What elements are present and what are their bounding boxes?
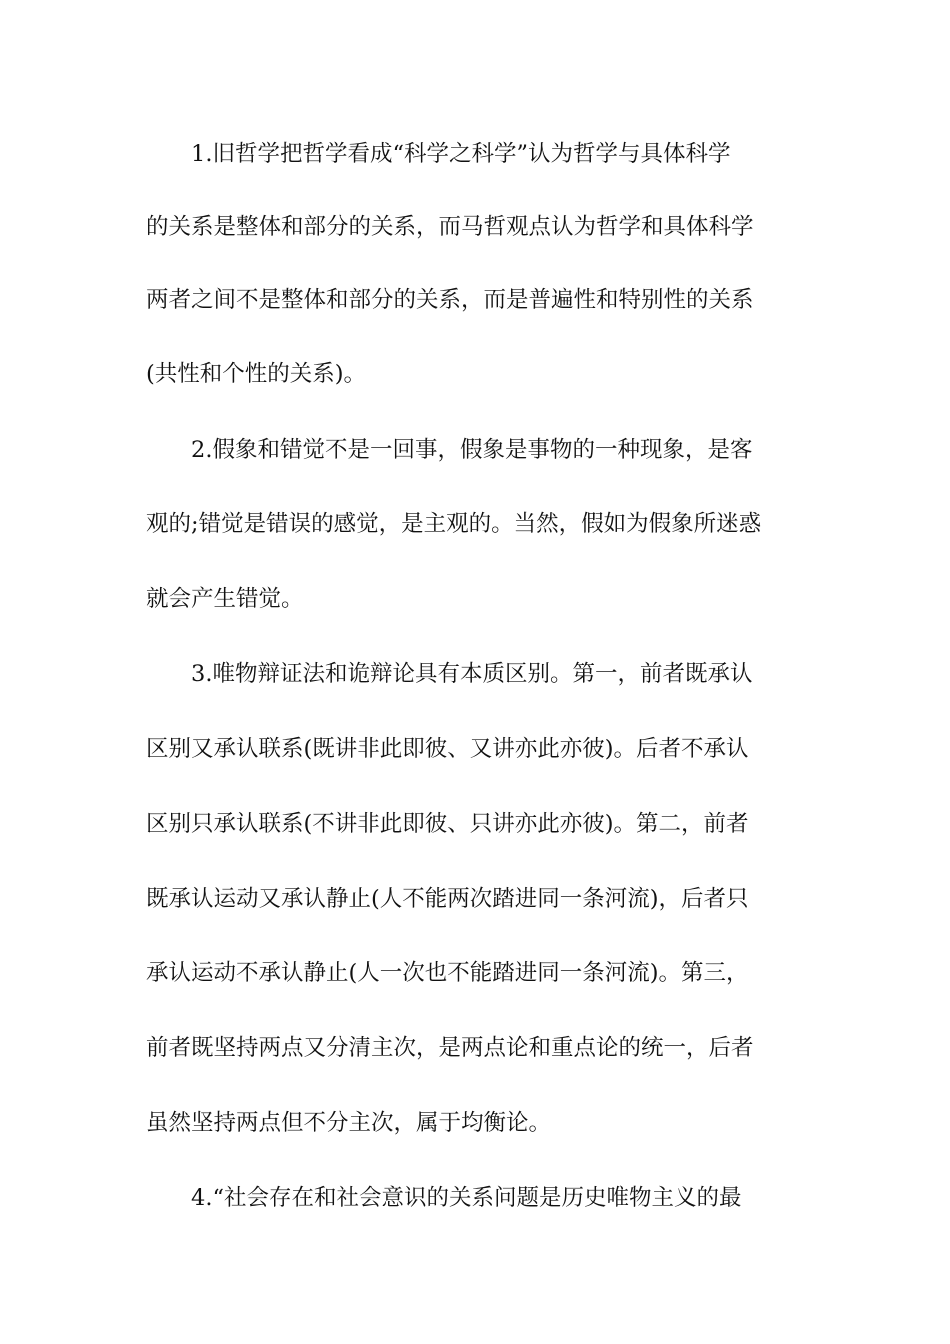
paragraph-3-line-7: 虽然坚持两点但不分主次，属于均衡论。 bbox=[146, 1110, 552, 1136]
paragraph-1-line-3: 两者之间不是整体和部分的关系，而是普遍性和特别性的关系 bbox=[146, 287, 754, 313]
paragraph-2-line-1: 2.假象和错觉不是一回事，假象是事物的一种现象，是客 bbox=[191, 437, 753, 463]
paragraph-2-line-3: 就会产生错觉。 bbox=[146, 586, 304, 612]
paragraph-2-line-2: 观的;错觉是错误的感觉，是主观的。当然，假如为假象所迷惑 bbox=[146, 511, 762, 537]
paragraph-3-line-2: 区别又承认联系(既讲非此即彼、又讲亦此亦彼)。后者不承认 bbox=[146, 736, 749, 762]
paragraph-4-line-1: 4.“社会存在和社会意识的关系问题是历史唯物主义的最 bbox=[191, 1185, 742, 1211]
paragraph-3-line-1: 3.唯物辩证法和诡辩论具有本质区别。第一，前者既承认 bbox=[191, 661, 753, 687]
paragraph-3-line-6: 前者既坚持两点又分清主次，是两点论和重点论的统一，后者 bbox=[146, 1035, 754, 1061]
paragraph-1-line-4: (共性和个性的关系)。 bbox=[146, 361, 367, 387]
paragraph-3-line-5: 承认运动不承认静止(人一次也不能踏进同一条河流)。第三， bbox=[146, 960, 749, 986]
paragraph-1-line-2: 的关系是整体和部分的关系，而马哲观点认为哲学和具体科学 bbox=[146, 214, 754, 240]
paragraph-3-line-3: 区别只承认联系(不讲非此即彼、只讲亦此亦彼)。第二，前者 bbox=[146, 811, 749, 837]
paragraph-1-line-1: 1.旧哲学把哲学看成“科学之科学”认为哲学与具体科学 bbox=[191, 141, 731, 167]
paragraph-3-line-4: 既承认运动又承认静止(人不能两次踏进同一条河流)，后者只 bbox=[146, 886, 749, 912]
